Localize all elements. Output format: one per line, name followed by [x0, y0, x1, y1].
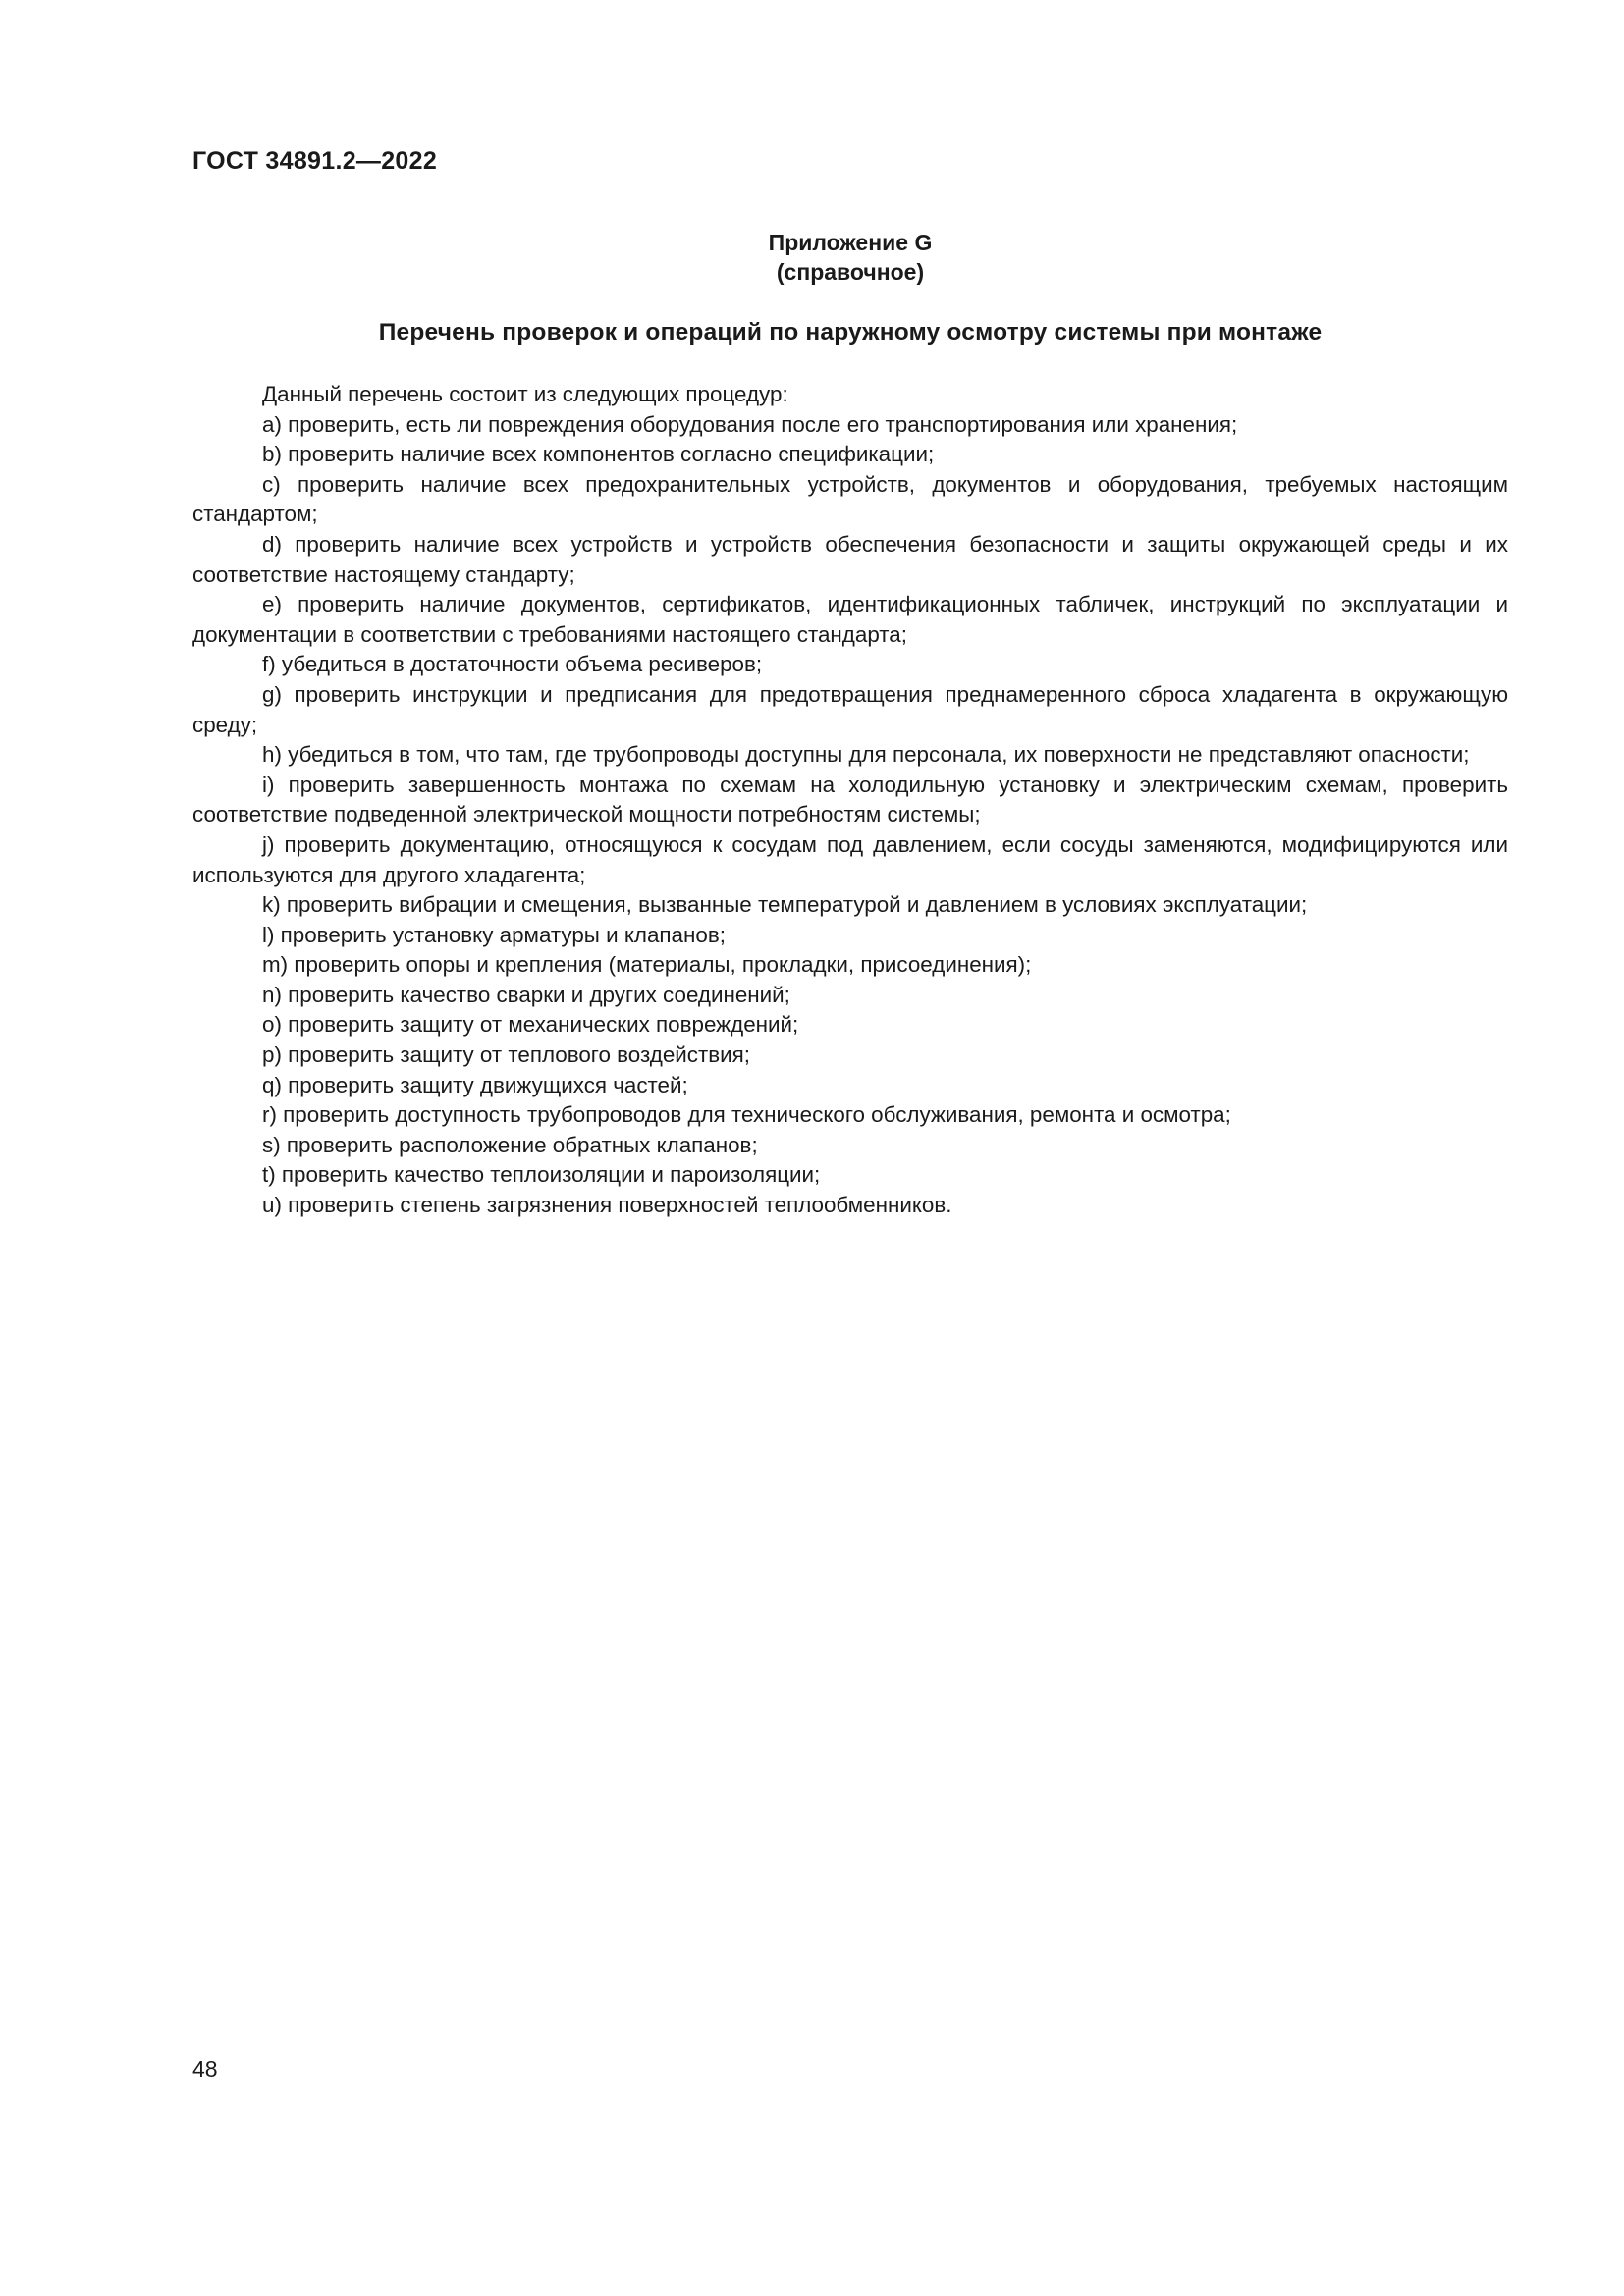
- list-item: m) проверить опоры и крепления (материалы, прокладки, присоединения);: [262, 952, 1032, 978]
- list-item: i) проверить завершенность монтажа по схемам на холодильную установку и электрическим схемам, проверить соответствие подведенной электрической мощности потребностям системы;: [192, 772, 1508, 828]
- list-item: a) проверить, есть ли повреждения оборудования после его транспортирования или хранения;: [262, 411, 1238, 437]
- list-item: j) проверить документацию, относящуюся к сосудам под давлением, если сосуды заменяются, модифицируются или используются для другого хладагента;: [192, 831, 1508, 887]
- list-item: e) проверить наличие документов, сертификатов, идентификационных табличек, инструкций по эксплуатации и документации в соответствии с требованиями настоящего стандарта;: [192, 592, 1508, 647]
- list-item: p) проверить защиту от теплового воздействия;: [262, 1042, 750, 1068]
- list-item: k) проверить вибрации и смещения, вызванные температурой и давлением в условиях эксплуатации;: [262, 892, 1308, 918]
- intro-paragraph: Данный перечень состоит из следующих процедур:: [262, 382, 788, 406]
- list-item: r) проверить доступность трубопроводов для технического обслуживания, ремонта и осмотра;: [262, 1102, 1231, 1128]
- list-item: c) проверить наличие всех предохранительных устройств, документов и оборудования, требуемых настоящим стандартом;: [192, 471, 1508, 527]
- procedure-list: [192, 380, 1508, 1221]
- list-item: q) проверить защиту движущихся частей;: [262, 1072, 688, 1097]
- list-item: o) проверить защиту от механических повреждений;: [262, 1012, 799, 1038]
- appendix-status: (справочное): [776, 259, 925, 285]
- list-item: l) проверить установку арматуры и клапанов;: [262, 922, 726, 947]
- appendix-label: Приложение G: [768, 230, 933, 255]
- document-standard-header: ГОСТ 34891.2—2022: [192, 147, 438, 175]
- page-number: 48: [192, 2056, 218, 2082]
- appendix-title: Перечень проверок и операций по наружному осмотру системы при монтаже: [378, 319, 1323, 346]
- list-item: n) проверить качество сварки и других соединений;: [262, 982, 790, 1007]
- list-item: u) проверить степень загрязнения поверхностей теплообменников.: [262, 1193, 952, 1218]
- list-item: b) проверить наличие всех компонентов согласно спецификации;: [262, 442, 935, 467]
- appendix-heading: [192, 228, 1508, 287]
- list-item: f) убедиться в достаточности объема ресиверов;: [262, 652, 763, 677]
- list-item: g) проверить инструкции и предписания для предотвращения преднамеренного сброса хладагента в окружающую среду;: [192, 681, 1508, 737]
- list-item: d) проверить наличие всех устройств и устройств обеспечения безопасности и защиты окружающей среды и их соответствие настоящему стандарту;: [192, 531, 1508, 587]
- list-item: s) проверить расположение обратных клапанов;: [262, 1132, 758, 1157]
- list-item: t) проверить качество теплоизоляции и пароизоляции;: [262, 1162, 821, 1188]
- list-item: h) убедиться в том, что там, где трубопроводы доступны для персонала, их поверхности не представляют опасности;: [262, 742, 1470, 768]
